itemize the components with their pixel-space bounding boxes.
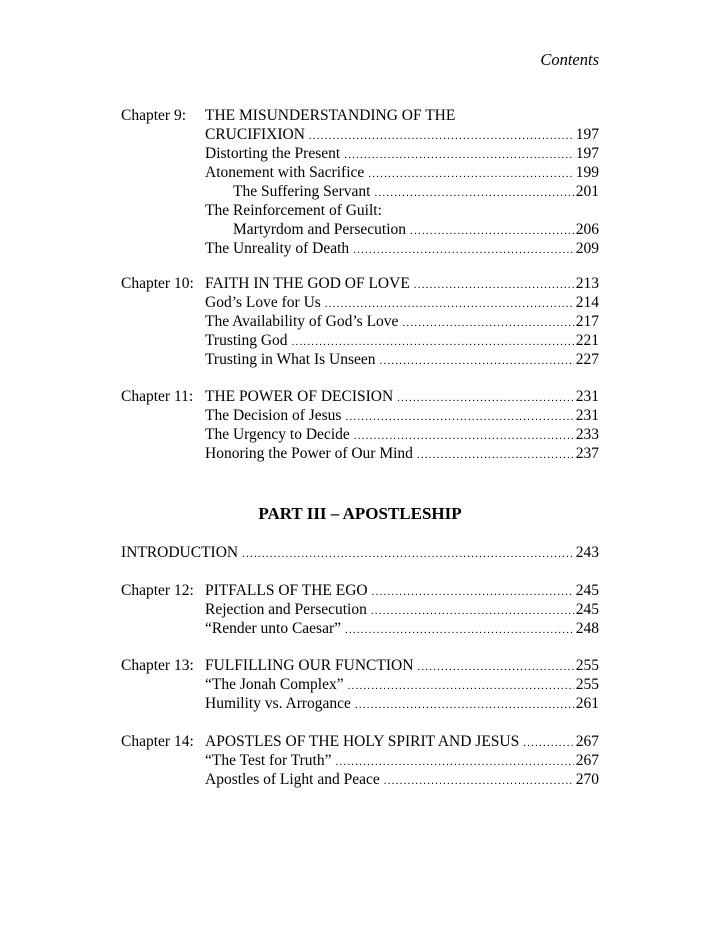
toc-row bbox=[121, 656, 599, 675]
page-number: 245 bbox=[575, 601, 599, 618]
page-number: 270 bbox=[575, 771, 599, 788]
dot-leader bbox=[417, 446, 574, 465]
toc-row bbox=[121, 600, 599, 619]
toc-chapter-9 bbox=[121, 106, 599, 258]
toc-row bbox=[121, 331, 599, 350]
dot-leader bbox=[380, 352, 574, 371]
page-number: 267 bbox=[575, 752, 599, 769]
running-head: Contents bbox=[540, 50, 599, 69]
toc-row bbox=[121, 751, 599, 770]
chapter-title: FAITH IN THE GOD OF LOVE bbox=[205, 275, 410, 292]
toc-row bbox=[121, 444, 599, 463]
chapter-title-entry bbox=[205, 656, 599, 677]
section-title: The Urgency to Decide bbox=[205, 426, 350, 443]
chapter-title-line1: THE MISUNDERSTANDING OF THE bbox=[205, 107, 456, 124]
chapter-title: FULFILLING OUR FUNCTION bbox=[205, 657, 414, 674]
toc-row bbox=[121, 350, 599, 369]
chapter-title: PITFALLS OF THE EGO bbox=[205, 582, 368, 599]
section-title: Rejection and Persecution bbox=[205, 601, 367, 618]
chapter-label: Chapter 9: bbox=[121, 107, 186, 124]
section-entry bbox=[205, 619, 599, 640]
section-title: Apostles of Light and Peace bbox=[205, 771, 380, 788]
toc-row bbox=[121, 732, 599, 751]
chapter-title-entry bbox=[205, 125, 599, 146]
page-number: 221 bbox=[575, 332, 599, 349]
section-title: The Reinforcement of Guilt: bbox=[205, 202, 382, 219]
section-entry bbox=[205, 600, 599, 621]
section-title: Martyrdom and Persecution bbox=[233, 221, 407, 238]
dot-leader bbox=[242, 545, 574, 564]
section-title: The Unreality of Death bbox=[205, 240, 350, 257]
section-title: Humility vs. Arrogance bbox=[205, 695, 351, 712]
toc-row bbox=[121, 182, 599, 201]
toc-chapter-13 bbox=[121, 656, 599, 713]
toc-introduction bbox=[121, 543, 599, 562]
toc-row bbox=[121, 770, 599, 789]
page-number: 233 bbox=[575, 426, 599, 443]
chapter-title-line2: CRUCIFIXION bbox=[205, 126, 305, 143]
page-number: 217 bbox=[575, 313, 599, 330]
chapter-label: Chapter 14: bbox=[121, 733, 194, 750]
page-number: 197 bbox=[575, 126, 599, 143]
page-number: 231 bbox=[575, 388, 599, 405]
toc-row bbox=[121, 425, 599, 444]
section-entry bbox=[205, 406, 599, 427]
subsection-entry bbox=[233, 220, 599, 241]
page-number: 213 bbox=[575, 275, 599, 292]
page-number: 261 bbox=[575, 695, 599, 712]
page-number: 227 bbox=[575, 351, 599, 368]
toc-row bbox=[121, 619, 599, 638]
section-title: Atonement with Sacrifice bbox=[205, 164, 365, 181]
toc-row bbox=[121, 201, 599, 220]
chapter-label: Chapter 13: bbox=[121, 657, 194, 674]
section-title: The Suffering Servant bbox=[233, 183, 371, 200]
page-number: 231 bbox=[575, 407, 599, 424]
toc-row bbox=[121, 694, 599, 713]
section-title: “Render unto Caesar” bbox=[205, 620, 341, 637]
section-entry bbox=[205, 163, 599, 184]
toc-row bbox=[121, 387, 599, 406]
toc-row bbox=[121, 543, 599, 562]
section-title: “The Jonah Complex” bbox=[205, 676, 344, 693]
section-title: The Availability of God’s Love bbox=[205, 313, 399, 330]
toc-row bbox=[121, 274, 599, 293]
section-entry bbox=[205, 331, 599, 352]
toc-row bbox=[121, 406, 599, 425]
page-number: 209 bbox=[575, 240, 599, 257]
chapter-title-entry bbox=[205, 274, 599, 295]
toc-row bbox=[121, 581, 599, 600]
page-number: 255 bbox=[575, 657, 599, 674]
chapter-title-entry bbox=[205, 732, 599, 753]
introduction-entry bbox=[121, 543, 599, 564]
section-title: Trusting in What Is Unseen bbox=[205, 351, 376, 368]
toc-chapter-14 bbox=[121, 732, 599, 789]
chapter-label: Chapter 11: bbox=[121, 388, 194, 405]
section-entry bbox=[205, 751, 599, 772]
section-entry bbox=[205, 293, 599, 314]
page-number: 243 bbox=[575, 544, 599, 561]
introduction-title: INTRODUCTION bbox=[121, 544, 239, 561]
toc-chapter-10 bbox=[121, 274, 599, 369]
toc-row bbox=[121, 293, 599, 312]
toc-row bbox=[121, 220, 599, 239]
page-number: 206 bbox=[575, 221, 599, 238]
toc-chapter-12 bbox=[121, 581, 599, 638]
section-title: “The Test for Truth” bbox=[205, 752, 332, 769]
chapter-title: THE POWER OF DECISION bbox=[205, 388, 394, 405]
toc-row bbox=[121, 239, 599, 258]
chapter-title-entry bbox=[205, 387, 599, 408]
section-entry bbox=[205, 444, 599, 465]
page-number: 245 bbox=[575, 582, 599, 599]
chapter-title-entry bbox=[205, 581, 599, 602]
toc-row bbox=[121, 106, 599, 125]
dot-leader bbox=[384, 772, 574, 791]
toc-row bbox=[121, 125, 599, 144]
page-number: 255 bbox=[575, 676, 599, 693]
toc-row bbox=[121, 312, 599, 331]
dot-leader bbox=[353, 241, 574, 260]
page-number: 201 bbox=[575, 183, 599, 200]
page-number: 248 bbox=[575, 620, 599, 637]
section-title: Trusting God bbox=[205, 332, 288, 349]
section-entry bbox=[205, 201, 599, 220]
chapter-label: Chapter 12: bbox=[121, 582, 194, 599]
section-title: Honoring the Power of Our Mind bbox=[205, 445, 413, 462]
toc-row bbox=[121, 163, 599, 182]
dot-leader bbox=[355, 696, 574, 715]
toc-row bbox=[121, 144, 599, 163]
dot-leader bbox=[345, 621, 574, 640]
section-entry bbox=[205, 694, 599, 715]
section-entry bbox=[205, 425, 599, 446]
page-number: 267 bbox=[575, 733, 599, 750]
section-title: God’s Love for Us bbox=[205, 294, 321, 311]
section-title: The Decision of Jesus bbox=[205, 407, 342, 424]
section-entry bbox=[205, 770, 599, 791]
section-entry bbox=[205, 675, 599, 696]
section-entry bbox=[205, 239, 599, 260]
page-number: 237 bbox=[575, 445, 599, 462]
section-entry bbox=[205, 350, 599, 371]
chapter-title bbox=[205, 106, 599, 125]
section-entry bbox=[205, 144, 599, 165]
subsection-entry bbox=[233, 182, 599, 203]
section-entry bbox=[205, 312, 599, 333]
chapter-label: Chapter 10: bbox=[121, 275, 194, 292]
part-title: PART III – APOSTLESHIP bbox=[258, 504, 462, 523]
chapter-title: APOSTLES OF THE HOLY SPIRIT AND JESUS bbox=[205, 733, 520, 750]
page-number: 214 bbox=[575, 294, 599, 311]
page-number: 199 bbox=[575, 164, 599, 181]
toc-row bbox=[121, 675, 599, 694]
section-title: Distorting the Present bbox=[205, 145, 341, 162]
page-number: 197 bbox=[575, 145, 599, 162]
toc-chapter-11 bbox=[121, 387, 599, 463]
